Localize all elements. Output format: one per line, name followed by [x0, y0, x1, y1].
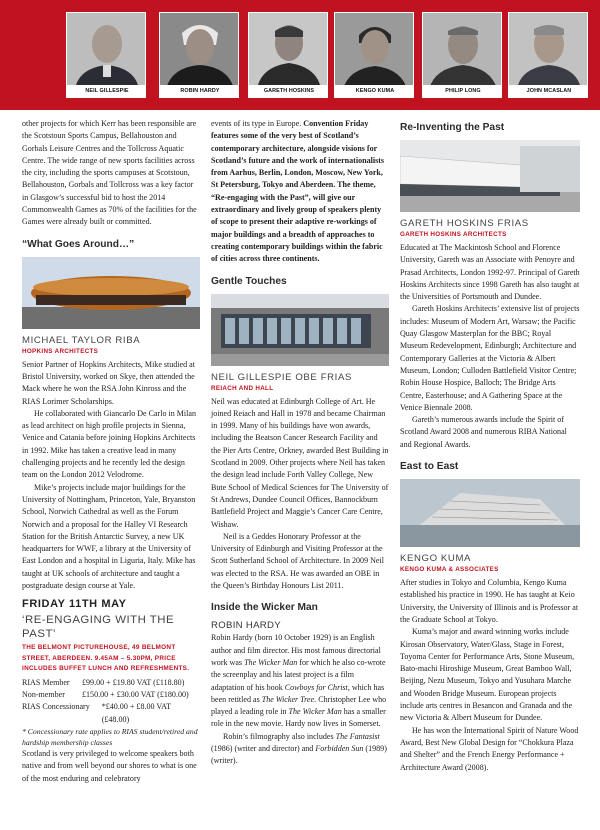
- bio-paragraph: [211, 731, 389, 768]
- speaker-portrait: [66, 12, 146, 98]
- price-label: RIAS Concessionary: [22, 702, 90, 712]
- concession-note: * Concessionary rate applies to RIAS student/retired and hardship membership classes: [22, 727, 198, 747]
- bio-text: Robin’s filmography also includes: [223, 731, 336, 741]
- bio-text: for which he also co-wrote the screenplay and his latest project is a film adaptation of his book: [211, 657, 386, 692]
- section-heading: Gentle Touches: [211, 275, 287, 287]
- closing-paragraph: Scotland is very privileged to welcome speakers both native and from well beyond our shores to what is one of the most enduring and celebratory: [22, 749, 197, 783]
- price-row: [22, 677, 200, 689]
- portrait-photo: [509, 13, 588, 89]
- bio-paragraph: Senior Partner of Hopkins Architects, Mike studied at Bristol University, worked on Skye, then attended the Mack where he won the RSA John Kinross and the RIAS Lorimer Scholarships.: [22, 359, 195, 406]
- book-title: Cowboys for Christ: [284, 682, 348, 692]
- price-row: [22, 701, 200, 726]
- section-heading: Re-Inventing the Past: [400, 122, 505, 133]
- bio-paragraph: He collaborated with Giancarlo De Carlo in Milan as lead architect on high profile projects in Sienna, Venice and Catania before joining Hopkins Architects in 1992. Mike has taken a creative lead in many challenging projects and he recently led the design team on the London 2012 Velodrome.: [22, 408, 197, 480]
- speaker-name: GARETH HOSKINS: [249, 85, 328, 97]
- person-firm: KENGO KUMA & ASSOCIATES: [400, 566, 499, 574]
- intro-text: events of its type in Europe.: [211, 119, 304, 128]
- speaker-portrait: [422, 12, 502, 98]
- bio-paragraph: Neil is a Geddes Honorary Professor at the University of Edinburgh and Visiting Professor at the Scott Sutherland School of Architecture. In 2009 Neil was elected to the RSA. He was awarded an OBE in the Queen’s Birthday Honours List 2011.: [211, 531, 384, 591]
- dundee-museum-photo: [400, 479, 580, 547]
- portrait-photo: [249, 13, 328, 89]
- bio-paragraph: [211, 632, 389, 730]
- speaker-banner: [0, 0, 600, 110]
- price-row: [22, 689, 200, 701]
- intro-paragraph: other projects for which Kerr has been responsible are the Scotstoun Sports Campus, Bellahouston and Gorbals Leisure Centres and the Tollcross Aquatic Centre. The wide range of new sports facilities across the city, including the sports campuses at Scotstoun, Bellahouston, Gorbals and Tollcross was a key factor in Glasgow’s successful bid to host the 2014 Commonwealth Games as 70% of the facilities for the Games were already built or committed.: [22, 119, 197, 227]
- film-title: Forbidden Sun: [315, 743, 364, 753]
- person-name: MICHAEL TAYLOR RIBA: [22, 334, 141, 346]
- building-photo: [211, 294, 389, 366]
- bio-text: , which has been retitled as: [211, 682, 385, 704]
- price-value: £150.00 + £30.00 VAT (£180.00): [82, 690, 189, 700]
- speaker-portrait: [159, 12, 239, 98]
- portrait-photo: [335, 13, 414, 89]
- portrait-photo: [160, 13, 239, 89]
- person-firm: REIACH AND HALL: [211, 384, 274, 392]
- speaker-portrait: [248, 12, 328, 98]
- bio-paragraph: Gareth Hoskins Architects’ extensive list of projects includes: Museum of Modern Art, Warsaw; the Pacific Quay Glasgow Masterplan for the BBC; Royal Museum Redevelopment, Edinburgh; Architecture and Contemporary Galleries at the Victoria & Albert Museum, London; Culloden Battlefield Visitor Centre; Robin House Hospice, Balloch; The Bridge Arts Centre, Easterhouse; and A Gathering Space at the Venice Biennale 2008.: [400, 304, 580, 412]
- velodrome-photo: [22, 257, 200, 329]
- museum-photo: [400, 140, 580, 212]
- price-label: RIAS Member: [22, 677, 70, 687]
- section-heading: East to East: [400, 461, 459, 473]
- bio-paragraph: Neil was educated at Edinburgh College of Art. He joined Reiach and Hall in 1978 and became Chairman in 1999. Many of his buildings have won awards, including the Beatson Cancer Research Facility and the Pier Arts Centre, Orkney, awarded Best Building in Scotland in 2009. Other projects where Neil has taken the design lead include Forth Valley College, New Bute School of Medical Sciences for The University of St Andrews, Dundee Council Offices, Bannockburn Battlefield Project and Maggie’s Cancer Care Centre, Wishaw.: [211, 396, 389, 529]
- portrait-photo: [67, 13, 146, 89]
- section-heading: Inside the Wicker Man: [211, 602, 318, 614]
- bio-paragraph: Gareth’s numerous awards include the Spirit of Scotland Award 2008 and numerous RIBA National and Regional Awards.: [400, 415, 567, 449]
- price-value: £99.00 + £19.80 VAT (£118.80): [82, 677, 185, 687]
- column-1: [22, 118, 200, 785]
- speaker-name: NEIL GILLESPIE: [67, 85, 146, 97]
- bio-text: Robin Hardy (born 10 October 1929) is an English author and film director. His most famous directorial work was: [211, 633, 381, 667]
- portrait-photo: [423, 13, 502, 89]
- intro-paragraph: [211, 118, 389, 266]
- film-title: The Fantasist: [335, 731, 380, 741]
- speaker-name: PHILIP LONG: [423, 85, 502, 97]
- section-heading: “What Goes Around…”: [22, 238, 135, 250]
- person-name: NEIL GILLESPIE OBE FRIAS: [211, 371, 352, 383]
- speaker-name: ROBIN HARDY: [160, 85, 239, 97]
- film-title: The Wicker Man: [244, 657, 298, 667]
- intro-bold-text: Convention Friday features some of the very best of Scotland’s contemporary architecture, alongside visions for Scotland’s future and the work of internationalists from Aarhus, Berlin, London, Moscow, New York, St Petersburg, Tokyo and Aberdeen. The theme, “Re-engaging with the Past”, will give our extraordinary and lively group of speakers plenty of scope to present their adaptive re-workings of major buildings and a breadth of approaches to creating contemporary buildings within the fabric of cities across three continents.: [211, 119, 385, 264]
- bio-paragraph: He has won the International Spirit of Nature Wood Award, Best New Global Design for “Chokkura Plaza and Shelter” and the French Energy Performance + Architecture Award (2008).: [400, 725, 579, 772]
- bio-text: (1989) (writer).: [211, 743, 387, 766]
- speaker-name: JOHN MCASLAN: [509, 85, 588, 97]
- event-venue: THE BELMONT PICTUREHOUSE, 49 BELMONT STREET, ABERDEEN. 9.45AM – 5.30PM, PRICE INCLUDES BUFFET LUNCH AND REFRESHMENTS.: [22, 644, 190, 673]
- person-name: ROBIN HARDY: [211, 620, 281, 632]
- price-label: Non-member: [22, 690, 65, 700]
- person-name: KENGO KUMA: [400, 553, 472, 565]
- person-firm: HOPKINS ARCHITECTS: [22, 347, 99, 355]
- speaker-portrait: [508, 12, 588, 98]
- event-date: FRIDAY 11TH MAY: [22, 598, 127, 611]
- film-title: The Wicker Tree: [261, 694, 315, 704]
- column-2: [211, 118, 389, 768]
- price-value: *£40.00 + £8.00 VAT (£48.00): [101, 702, 171, 724]
- bio-paragraph: Kuma’s major and award winning works include Kirosan Observatory, Water/Glass, Stage in Forest, Toyoma Center for Performance Arts, Stone Museum, Bato-machi Hiroshige Museum, Great Bamboo Wall, Beijing, Nezu Museum, Tokyo and Yusuhara Marche and Wooden Bridge Museum. European projects include arts centres in Besancon and Granada and the new Victoria & Albert Museum for Dundee.: [400, 627, 575, 723]
- film-title: The Wicker Man: [288, 707, 342, 717]
- bio-paragraph: Mike’s projects include major buildings for the University of Nottingham, Princeton, Yale, Bryanston School, Norwich Cathedral as well as the Forum Norwich and a proposal for the Halley VI Research Station for the British Antarctic Survey, a new UK headquarters for WWF, a library at the University of East London and a hospital in Liguria, Italy. Mike has taught at UK schools of architecture and taught a postgraduate design course at Yale.: [22, 482, 196, 591]
- event-title: ‘RE-ENGAGING WITH THE PAST’: [22, 614, 175, 641]
- bio-text: . Christopher Lee who played a leading role in: [211, 694, 387, 717]
- bio-text: (1986) (writer and director) and: [211, 743, 316, 753]
- speaker-portrait: [334, 12, 414, 98]
- bio-paragraph: Educated at The Mackintosh School and Florence University, Gareth was an Associate with Penoyre and Prasad Architects, London 1992-97. Principal of Gareth Hoskins Architects since 1998 Gareth has also taught at the Universities of Portsmouth and Dundee.: [400, 243, 580, 302]
- bio-text: has a smaller role in the new movie. Hardy now lives in Somerset.: [211, 707, 386, 729]
- column-3: [400, 118, 580, 774]
- person-firm: GARETH HOSKINS ARCHITECTS: [400, 231, 507, 238]
- person-name: GARETH HOSKINS FRIAS: [400, 218, 529, 229]
- speaker-name: KENGO KUMA: [335, 85, 414, 97]
- bio-paragraph: After studies in Tokyo and Columbia, Kengo Kuma established his practice in 1990. He has taught at Keio University, the University of Illinois and is Professor at the Graduate School at Tokyo.: [400, 578, 579, 624]
